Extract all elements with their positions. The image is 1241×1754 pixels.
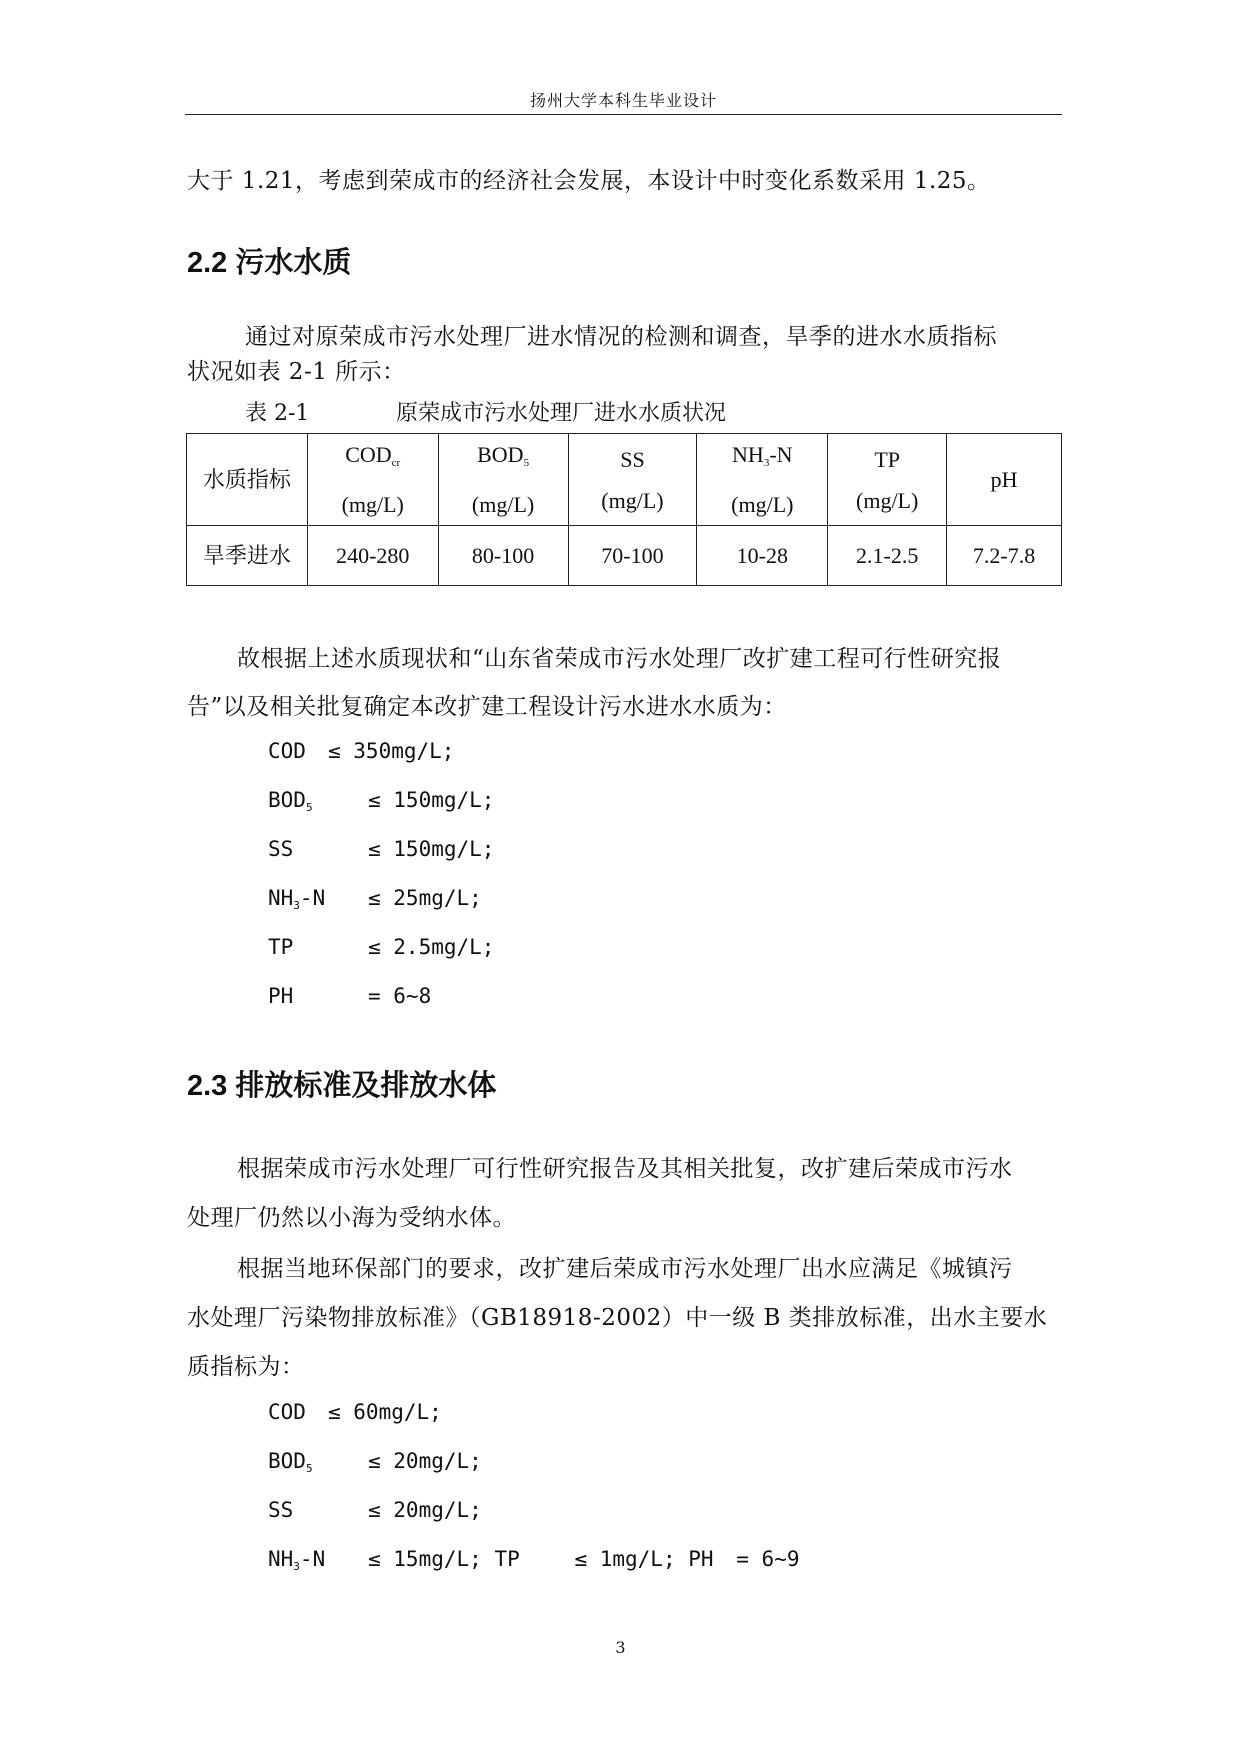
discharge-p2-line-2: 水处理厂污染物排放标准》（GB18918-2002）中一级 B 类排放标准，出水主要水 [187, 1305, 1048, 1331]
effluent-limit-nh3n-tp-ph: $NH_3-N \le 15mg/L$; TP ≤ 1mg/L; PH = 6~9 [268, 1547, 800, 1573]
table-cell: 7.2-7.8 [947, 526, 1062, 586]
table-cell: 80-100 [438, 526, 568, 586]
water-quality-table [186, 433, 1062, 586]
discharge-p2-line-3: 质指标为： [187, 1354, 305, 1380]
influent-limit-ss: SS ≤ 150mg/L; [268, 837, 495, 861]
intro-line-2: 状况如表 2-1 所示： [187, 359, 406, 385]
influent-limit-cod: COD ≤ 350mg/L; [268, 739, 455, 763]
design-line-2: 告”以及相关批复确定本改扩建工程设计污水进水水质为： [187, 694, 787, 720]
header-rule [185, 114, 1062, 115]
table-caption: 原荣成市污水处理厂进水水质状况 [396, 401, 727, 426]
intro-line-1: 通过对原荣成市污水处理厂进水情况的检测和调查，旱季的进水水质指标 [245, 324, 997, 350]
column-header-ss: SS (mg/L) [568, 434, 697, 526]
effluent-limit-bod: $BOD_5 \le 20mg/L$; [268, 1449, 482, 1475]
column-header-bod: $BOD_5$ (mg/L) [438, 434, 568, 526]
column-header-cod: $COD_{cr}$ (mg/L) [307, 434, 438, 526]
influent-limit-nh3n: $NH_3-N \le 25mg/L$; [268, 886, 482, 912]
effluent-limit-cod: COD ≤ 60mg/L; [268, 1400, 442, 1424]
section-heading-2-3: 2.3 排放标准及排放水体 [187, 1070, 497, 1102]
row-header-cell: 水质指标 [187, 434, 308, 526]
influent-limit-tp: TP ≤ 2.5mg/L; [268, 935, 495, 959]
discharge-p2-line-1: 根据当地环保部门的要求，改扩建后荣成市污水处理厂出水应满足《城镇污 [237, 1256, 1013, 1282]
table-row [187, 526, 1062, 586]
row-label-cell: 旱季进水 [187, 526, 308, 586]
paragraph-continuation: 大于 1.21，考虑到荣成市的经济社会发展，本设计中时变化系数采用 1.25。 [187, 168, 991, 194]
page-header-title: 扬州大学本科生毕业设计 [529, 91, 717, 110]
table-cell: 10-28 [697, 526, 828, 586]
design-line-1: 故根据上述水质现状和“山东省荣成市污水处理厂改扩建工程可行性研究报 [237, 646, 1002, 672]
section-heading-2-2: 2.2 污水水质 [187, 247, 352, 279]
table-cell: 2.1-2.5 [828, 526, 947, 586]
column-header-ph: pH [947, 434, 1062, 526]
effluent-limit-ss: SS ≤ 20mg/L; [268, 1498, 482, 1522]
column-header-tp: TP (mg/L) [828, 434, 947, 526]
page-number: 3 [615, 1638, 626, 1657]
influent-limit-ph: PH = 6~8 [268, 984, 432, 1008]
table-header-row [187, 434, 1062, 526]
discharge-p1-line-2: 处理厂仍然以小海为受纳水体。 [187, 1205, 516, 1231]
discharge-p1-line-1: 根据荣成市污水处理厂可行性研究报告及其相关批复，改扩建后荣成市污水 [237, 1156, 1013, 1182]
table-cell: 70-100 [568, 526, 697, 586]
table-cell: 240-280 [307, 526, 438, 586]
table-number: 表 2-1 [245, 401, 310, 426]
column-header-nh3n: $NH_3-N$ (mg/L) [697, 434, 828, 526]
influent-limit-bod: $BOD_5 \le 150mg/L$; [268, 788, 495, 814]
